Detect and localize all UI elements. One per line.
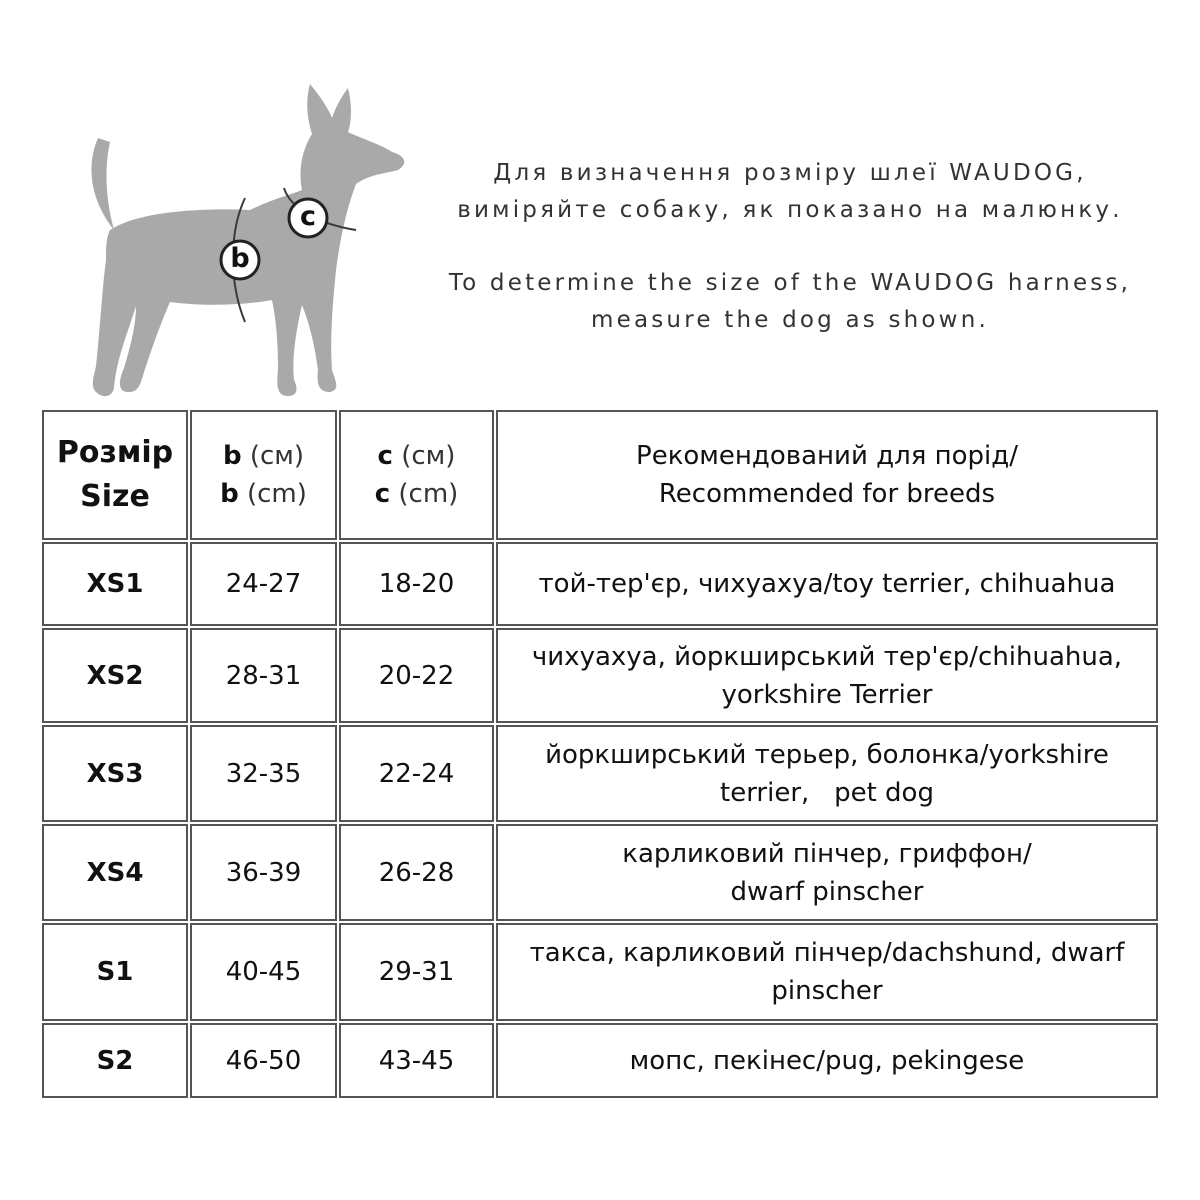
row-xs4-breeds: [496, 824, 1158, 921]
row-xs2-breeds: [496, 628, 1158, 723]
header-c-unit-en: (cm): [398, 479, 459, 509]
row-xs4-breeds-line-2: dwarf pinscher: [730, 876, 924, 907]
row-xs2-c: 20-22: [339, 628, 494, 723]
row-xs3-breeds-line-2: terrier, pet dog: [720, 777, 934, 808]
header-c-ua: [375, 437, 459, 475]
row-s2-size: S2: [42, 1023, 188, 1098]
row-xs4-b: 36-39: [190, 824, 337, 921]
row-s1-size: S1: [42, 923, 188, 1021]
row-s2-breeds: [496, 1023, 1158, 1098]
row-xs4-c: 26-28: [339, 824, 494, 921]
intro-text: [420, 155, 1160, 339]
intro-ua-line-1: Для визначення розміру шлеї WAUDOG,: [493, 160, 1087, 186]
header-breeds-line-2: Recommended for breeds: [658, 479, 996, 509]
header-size-cell: [42, 410, 188, 540]
header-c-cell: [339, 410, 494, 540]
header-breeds-cell: [496, 410, 1158, 540]
intro-en-line-1: To determine the size of the WAUDOG harness,: [448, 270, 1132, 296]
header-b-cell: [190, 410, 337, 540]
header-b-ua: [220, 437, 307, 475]
row-s1-c: 29-31: [339, 923, 494, 1021]
dog-measurement-figure: [40, 70, 460, 410]
intro-ua-line-2: виміряйте собаку, як показано на малюнку.: [457, 197, 1123, 223]
row-xs3-size: XS3: [42, 725, 188, 822]
row-xs1-breeds: [496, 542, 1158, 626]
row-xs3-breeds-line-1: йоркширський терьер, болонка/yorkshire: [545, 739, 1109, 770]
row-xs1-b: 24-27: [190, 542, 337, 626]
header-b-letter-en: b: [220, 479, 239, 509]
row-s1-b: 40-45: [190, 923, 337, 1021]
row-xs4-size: XS4: [42, 824, 188, 921]
row-xs2-size: XS2: [42, 628, 188, 723]
header-b-unit-ua: (см): [249, 441, 305, 471]
row-xs1-size: XS1: [42, 542, 188, 626]
header-c-unit-ua: (см): [401, 441, 456, 471]
dog-silhouette-icon: [40, 70, 460, 410]
row-s1-breeds: [496, 923, 1158, 1021]
row-xs2-b: 28-31: [190, 628, 337, 723]
row-xs2-breeds-line-1: чихуахуа, йоркширський тер'єр/chihuahua,: [531, 641, 1123, 672]
measure-b-label: b: [230, 243, 250, 274]
header-breeds-line-1: Рекомендований для порід/: [636, 441, 1018, 471]
row-xs3-c: 22-24: [339, 725, 494, 822]
row-xs1-breeds-line-1: той-тер'єр, чихуахуа/toy terrier, chihuahua: [538, 569, 1116, 599]
row-xs3-breeds: [496, 725, 1158, 822]
row-s1-breeds-line-2: pinscher: [771, 976, 883, 1006]
header-b-en: [220, 475, 307, 513]
row-s2-breeds-line-1: мопс, пекінес/pug, pekingese: [629, 1045, 1025, 1076]
header-c-letter-en: c: [374, 479, 391, 509]
row-s2-b: 46-50: [190, 1023, 337, 1098]
row-s2-c: 43-45: [339, 1023, 494, 1098]
header-size-ua: Розмір: [56, 435, 174, 470]
header-b-unit-en: (cm): [246, 479, 307, 509]
intro-en-line-2: measure the dog as shown.: [591, 307, 989, 333]
header-c-letter-ua: c: [377, 441, 393, 471]
row-s1-breeds-line-1: такса, карликовий пінчер/dachshund, dwarf: [529, 938, 1125, 968]
row-xs1-c: 18-20: [339, 542, 494, 626]
header-size-en: Size: [80, 479, 150, 514]
header-c-en: [375, 475, 459, 513]
measure-c-label: c: [299, 201, 316, 232]
row-xs3-b: 32-35: [190, 725, 337, 822]
row-xs2-breeds-line-2: yorkshire Terrier: [721, 679, 933, 710]
row-xs4-breeds-line-1: карликовий пінчер, гриффон/: [622, 838, 1032, 869]
header-b-letter-ua: b: [222, 441, 242, 471]
